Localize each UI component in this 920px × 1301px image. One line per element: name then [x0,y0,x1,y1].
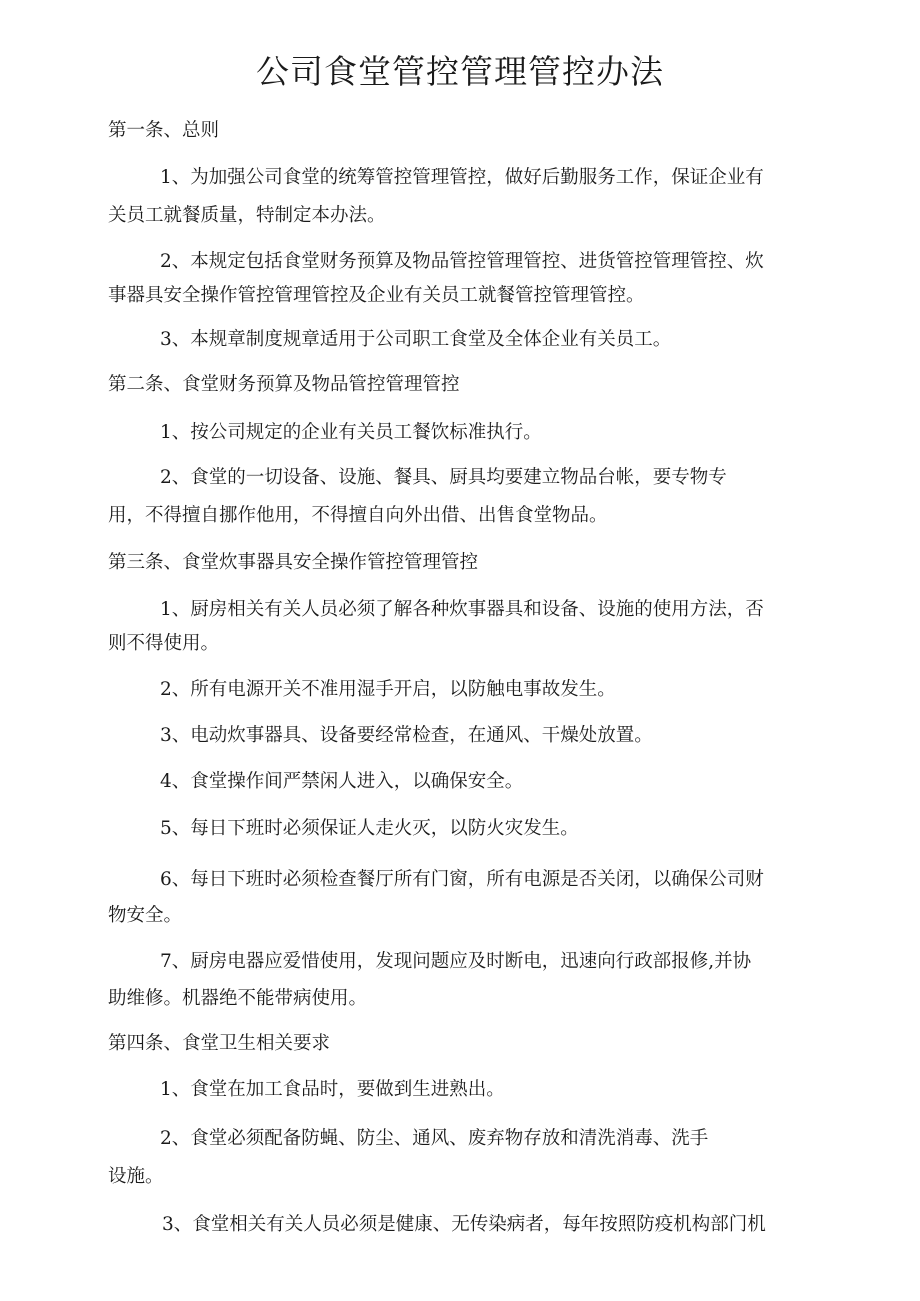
paragraph-line: 1、食堂在加工食品时，要做到生进熟出。 [160,1079,505,1100]
paragraph-line: 2、食堂的一切设备、设施、餐具、厨具均要建立物品台帐，要专物专 [160,467,727,488]
paragraph-line: 物安全。 [108,905,183,926]
section-heading-2: 第二条、食堂财务预算及物品管控管理管控 [108,374,460,395]
paragraph-line: 助维修。机器绝不能带病使用。 [108,988,368,1009]
paragraph-line: 1、为加强公司食堂的统筹管控管理管控，做好后勤服务工作，保证企业有 [160,167,764,188]
paragraph-line: 关员工就餐质量，特制定本办法。 [108,205,386,226]
paragraph-line: 1、厨房相关有关人员必须了解各种炊事器具和设备、设施的使用方法，否 [160,599,764,620]
paragraph-line: 7、厨房电器应爱惜使用，发现问题应及时断电，迅速向行政部报修,并协 [160,951,752,972]
paragraph-line: 事器具安全操作管控管理管控及企业有关员工就餐管控管理管控。 [108,285,645,306]
document-title: 公司食堂管控管理管控办法 [256,52,664,91]
paragraph-line: 2、食堂必须配备防蝇、防尘、通风、废弃物存放和清洗消毒、洗手 [160,1128,709,1149]
paragraph-line: 2、所有电源开关不准用湿手开启，以防触电事故发生。 [160,679,616,700]
paragraph-line: 1、按公司规定的企业有关员工餐饮标准执行。 [160,422,542,443]
paragraph-line: 3、本规章制度规章适用于公司职工食堂及全体企业有关员工。 [160,329,672,350]
paragraph-line: 6、每日下班时必须检查餐厅所有门窗，所有电源是否关闭，以确保公司财 [160,869,764,890]
paragraph-line: 设施。 [108,1166,164,1187]
paragraph-line: 则不得使用。 [108,633,220,654]
paragraph-line: 3、电动炊事器具、设备要经常检查，在通风、干燥处放置。 [160,725,653,746]
paragraph-line: 5、每日下班时必须保证人走火灭，以防火灾发生。 [160,818,579,839]
paragraph-line: 用，不得擅自挪作他用，不得擅自向外出借、出售食堂物品。 [108,505,608,526]
paragraph-line: 2、本规定包括食堂财务预算及物品管控管理管控、进货管控管理管控、炊 [160,251,764,272]
section-heading-1: 第一条、总则 [108,120,220,141]
section-heading-3: 第三条、食堂炊事器具安全操作管控管理管控 [108,552,479,573]
paragraph-line: 4、食堂操作间严禁闲人进入，以确保安全。 [160,771,524,792]
section-heading-4: 第四条、食堂卫生相关要求 [108,1033,331,1054]
paragraph-line: 3、食堂相关有关人员必须是健康、无传染病者，每年按照防疫机构部门机 [162,1214,766,1235]
